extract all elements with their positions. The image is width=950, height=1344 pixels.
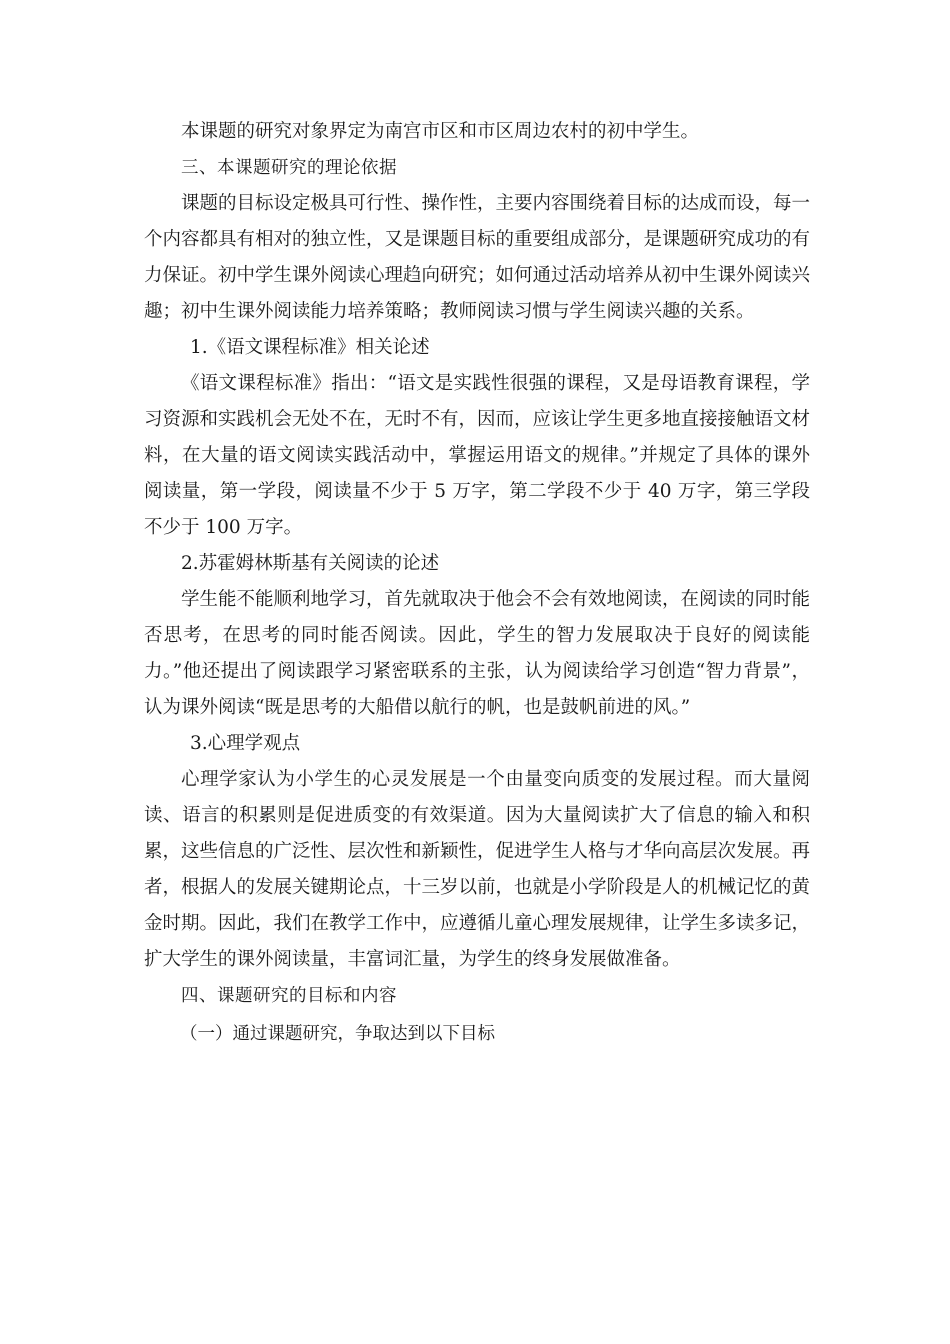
paragraph-sukhomlinsky: 学生能不能顺利地学习，首先就取决于他会不会有效地阅读，在阅读的同时能否思考，在思考的同时能否阅读。因此，学生的智力发展取决于良好的阅读能力。”他还提出了阅读跟学习紧密联系的主张，认为阅读给学习创造“智力背景”，认为课外阅读“既是思考的大船借以航行的帆，也是鼓帆前进的风。”	[144, 589, 811, 718]
subheading-sukhomlinsky: 2.苏霍姆林斯基有关阅读的论述	[181, 553, 440, 574]
paragraph-curriculum-standard: 《语文课程标准》指出：“语文是实践性很强的课程，又是母语教育课程，学习资源和实践机会无处不在，无时不有，因而，应该让学生更多地直接接触语文材料，在大量的语文阅读实践活动中，掌握运用语文的规律。”并规定了具体的课外阅读量，第一学段，阅读量不少于 5 万字，第二学段不少于 40 万字，第三学段不少于 100 万字。	[144, 373, 811, 538]
paragraph-research-subject: 本课题的研究对象界定为南宫市区和市区周边农村的初中学生。	[181, 121, 700, 142]
document-body	[144, 114, 810, 1052]
subsection-heading-goals: （一）通过课题研究，争取达到以下目标	[180, 1024, 495, 1044]
subheading-psychology: 3.心理学观点	[190, 733, 301, 754]
paragraph-goal-setting: 课题的目标设定极具可行性、操作性，主要内容围绕着目标的达成而设，每一个内容都具有相对的独立性，又是课题目标的重要组成部分，是课题研究成功的有力保证。初中学生课外阅读心理趋向研究；如何通过活动培养从初中生课外阅读兴趣；初中生课外阅读能力培养策略；教师阅读习惯与学生阅读兴趣的关系。	[144, 193, 811, 322]
subheading-curriculum-standard: 1.《语文课程标准》相关论述	[190, 337, 430, 358]
paragraph-psychology: 心理学家认为小学生的心灵发展是一个由量变向质变的发展过程。而大量阅读、语言的积累则是促进质变的有效渠道。因为大量阅读扩大了信息的输入和积累，这些信息的广泛性、层次性和新颖性，促进学生人格与才华向高层次发展。再者，根据人的发展关键期论点，十三岁以前，也就是小学阶段是人的机械记忆的黄金时期。因此，我们在教学工作中，应遵循儿童心理发展规律，让学生多读多记，扩大学生的课外阅读量，丰富词汇量，为学生的终身发展做准备。	[144, 769, 811, 970]
section-heading-theory-basis: 三、本课题研究的理论依据	[181, 158, 397, 178]
section-heading-goals-content: 四、课题研究的目标和内容	[181, 986, 397, 1006]
